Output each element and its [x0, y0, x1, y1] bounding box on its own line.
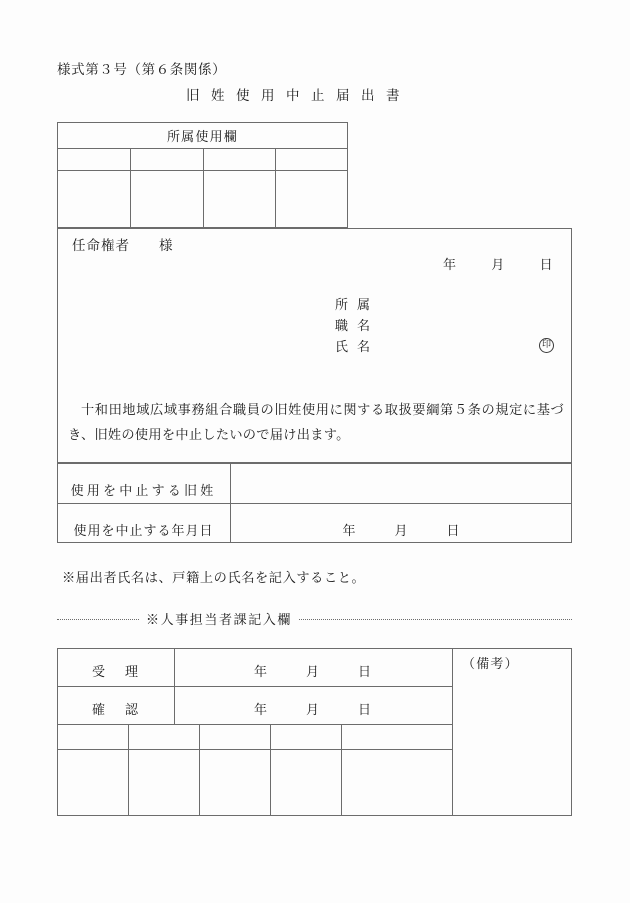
- affiliation-col-rule-1: [130, 148, 131, 228]
- seal-icon: 印: [539, 338, 554, 353]
- hr-date-confirmation: 年 月 日: [253, 703, 371, 718]
- detail-row-rule: [58, 503, 571, 504]
- form-number: 様式第３号（第６条関係）: [57, 62, 227, 78]
- declaration-body-text: 十和田地域広域事務組合職員の旧姓使用に関する取扱要綱第５条の規定に基づき、旧姓の使用を中止したいので届け出ます。: [68, 403, 564, 443]
- name-label: 氏名: [335, 340, 380, 355]
- page-title: 旧姓使用中止届出書: [186, 88, 411, 104]
- affiliation-table-title: 所属使用欄: [166, 130, 238, 145]
- submission-date-line: [443, 254, 553, 273]
- position-label: 職名: [335, 319, 380, 334]
- footnote: ※届出者氏名は、戸籍上の氏名を記入すること。: [62, 571, 366, 586]
- hr-row-rule-2: [58, 724, 453, 725]
- affiliation-label: 所属: [335, 298, 380, 313]
- hr-grid-col-rule-1: [128, 724, 129, 815]
- hr-grid-col-rule-2: [199, 724, 200, 815]
- detail-label-former-surname: 使用を中止する旧姓: [70, 484, 217, 499]
- hr-grid-col-rule-4: [341, 724, 342, 815]
- hr-section-separator: [57, 610, 572, 629]
- submission-date-month: 月: [491, 258, 505, 273]
- remarks-label: （備考）: [462, 657, 519, 672]
- signature-affiliation-row: [335, 295, 379, 316]
- affiliation-col-rule-3: [275, 148, 276, 228]
- hr-label-confirmation: 確認: [91, 703, 158, 718]
- separator-dash-right: [299, 619, 572, 620]
- detail-value-stop-date: 年 月 日: [342, 524, 460, 539]
- hr-label-receipt: 受理: [91, 665, 158, 680]
- detail-label-stop-date: 使用を中止する年月日: [73, 524, 214, 539]
- submission-date-year: 年: [443, 258, 457, 273]
- signature-position-row: [335, 316, 379, 337]
- hr-grid-col-rule-3: [270, 724, 271, 815]
- signature-block: [335, 295, 551, 358]
- separator-label: ※人事担当者課記入欄: [146, 613, 293, 628]
- hr-remarks-col-rule: [452, 649, 453, 815]
- submission-date-day: 日: [539, 258, 553, 273]
- separator-dash-left: [57, 619, 139, 620]
- signature-name-row: [335, 337, 551, 358]
- hr-date-receipt: 年 月 日: [253, 665, 371, 680]
- affiliation-col-rule-2: [203, 148, 204, 228]
- hr-row-rule-1: [58, 686, 453, 687]
- appointer-line: 任命権者 様: [72, 238, 174, 254]
- hr-row-rule-3: [58, 749, 453, 750]
